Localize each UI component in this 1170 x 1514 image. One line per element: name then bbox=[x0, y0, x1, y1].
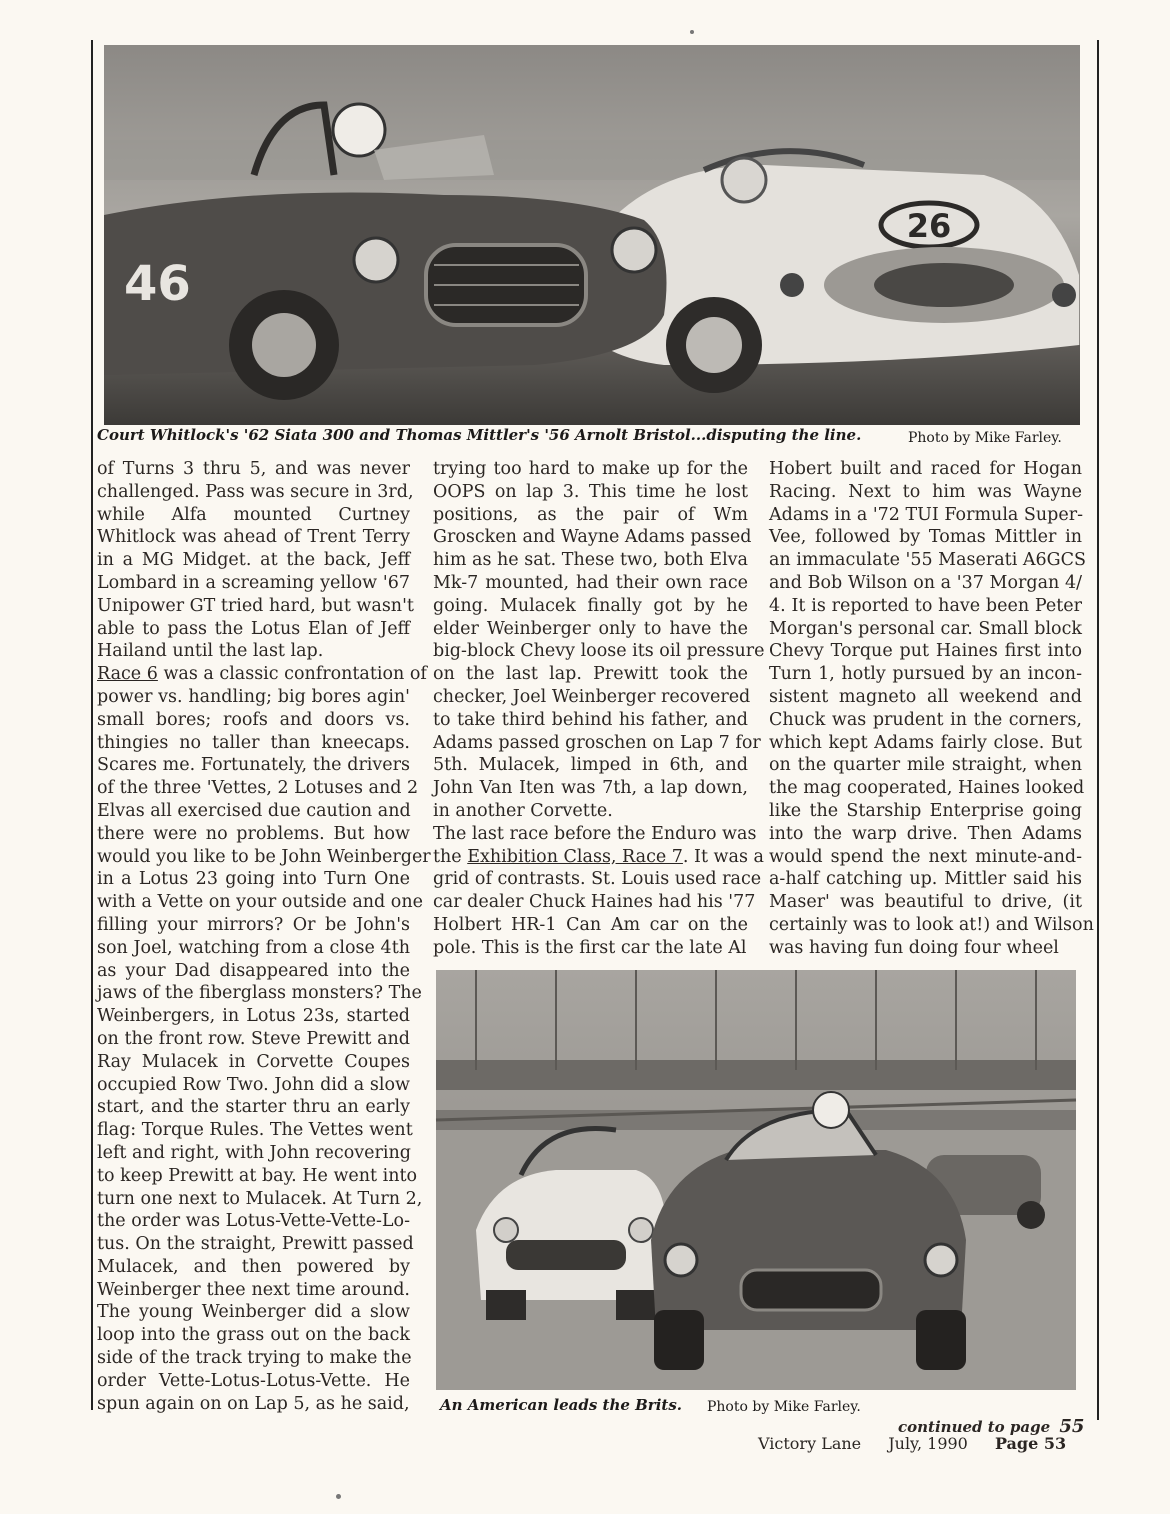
top-photo-caption bbox=[97, 426, 861, 444]
car-number-26: 26 bbox=[906, 207, 952, 245]
page-footer bbox=[758, 1434, 1066, 1453]
article-line: car dealer Chuck Haines had his '77 bbox=[433, 892, 756, 913]
issue-date: July, 1990 bbox=[888, 1434, 968, 1453]
print-speck bbox=[336, 1494, 341, 1499]
article-line: and Bob Wilson on a '37 Morgan 4/ bbox=[769, 572, 1082, 593]
article-line: small bores; roofs and doors vs. bbox=[97, 709, 410, 730]
article-line: side of the track trying to make the bbox=[97, 1348, 412, 1369]
article-column-2 bbox=[433, 458, 765, 960]
article-line: Adams in a '72 TUI Formula Super- bbox=[769, 504, 1084, 525]
article-line: tus. On the straight, Prewitt passed bbox=[97, 1234, 414, 1255]
bottom-caption-text: An American leads the Brits. bbox=[440, 1396, 682, 1414]
continued-text: continued to page bbox=[898, 1418, 1051, 1436]
article-line: Morgan's personal car. Small block bbox=[769, 618, 1082, 639]
article-line: Scares me. Fortunately, the drivers bbox=[97, 755, 410, 776]
article-line: 4. It is reported to have been Peter bbox=[769, 595, 1082, 616]
article-line: grid of contrasts. St. Louis used race bbox=[433, 869, 762, 890]
article-line: would spend the next minute-and- bbox=[769, 846, 1082, 867]
article-line: son Joel, watching from a close 4th bbox=[97, 937, 410, 958]
bottom-credit-text: Photo by Mike Farley. bbox=[707, 1399, 861, 1415]
article-line: while Alfa mounted Curtney bbox=[97, 504, 410, 525]
article-line: Vee, followed by Tomas Mittler in bbox=[769, 527, 1082, 548]
article-line: loop into the grass out on the back bbox=[97, 1325, 410, 1346]
article-line: start, and the starter thru an early bbox=[97, 1097, 410, 1118]
article-line: Weinberger thee next time around. bbox=[97, 1279, 410, 1300]
article-line: in a Lotus 23 going into Turn One bbox=[97, 869, 410, 890]
article-line: left and right, with John recovering bbox=[97, 1142, 411, 1163]
continued-page-number: 55 bbox=[1059, 1416, 1085, 1437]
article-line: Elvas all exercised due caution and bbox=[97, 800, 411, 821]
magazine-name: Victory Lane bbox=[758, 1434, 862, 1453]
article-line: an immaculate '55 Maserati A6GCS bbox=[769, 550, 1086, 571]
left-column-rule bbox=[91, 40, 93, 1410]
article-line: which kept Adams fairly close. But bbox=[769, 732, 1082, 753]
article-line: certainly was to look at!) and Wilson bbox=[769, 914, 1094, 935]
article-line: Lombard in a screaming yellow '67 bbox=[97, 572, 410, 593]
article-line: the mag cooperated, Haines looked bbox=[769, 778, 1085, 799]
top-credit-text: Photo by Mike Farley. bbox=[908, 430, 1062, 446]
article-line: Hobert built and raced for Hogan bbox=[769, 459, 1082, 479]
article-line: Whitlock was ahead of Trent Terry bbox=[97, 527, 410, 548]
car-number-46: 46 bbox=[124, 256, 191, 312]
bottom-photo-caption bbox=[440, 1396, 682, 1414]
article-line: of Turns 3 thru 5, and was never bbox=[97, 459, 410, 479]
article-line: the Exhibition Class, Race 7. It was a bbox=[433, 846, 764, 867]
article-line: Hailand until the last lap. bbox=[97, 641, 324, 662]
article-line: Chuck was prudent in the corners, bbox=[769, 709, 1082, 730]
article-line: Mulacek, and then powered by bbox=[97, 1256, 410, 1277]
article-column-3 bbox=[769, 458, 1094, 960]
article-line: him as he sat. These two, both Elva bbox=[433, 550, 748, 571]
article-line: able to pass the Lotus Elan of Jeff bbox=[97, 618, 410, 639]
top-photo-credit bbox=[908, 428, 1062, 446]
article-line: checker, Joel Weinberger recovered bbox=[433, 686, 751, 707]
article-line: the order was Lotus-Vette-Vette-Lo- bbox=[97, 1211, 410, 1232]
article-column-1 bbox=[97, 458, 431, 1415]
article-line: filling your mirrors? Or be John's bbox=[97, 914, 410, 935]
article-line: with a Vette on your outside and one bbox=[97, 892, 423, 913]
article-line: flag: Torque Rules. The Vettes went bbox=[97, 1120, 413, 1141]
article-line: on the last lap. Prewitt took the bbox=[433, 664, 748, 685]
page-number: Page 53 bbox=[994, 1434, 1067, 1453]
article-line: to take third behind his father, and bbox=[433, 709, 748, 730]
article-line: Ray Mulacek in Corvette Coupes bbox=[97, 1051, 410, 1072]
article-line: like the Starship Enterprise going bbox=[769, 800, 1082, 821]
article-line: a-half catching up. Mittler said his bbox=[769, 869, 1082, 890]
top-caption-text: Court Whitlock's '62 Siata 300 and Thomas Mittler's '56 Arnolt Bristol...disputing the line. bbox=[97, 426, 862, 444]
article-line: going. Mulacek finally got by he bbox=[433, 595, 748, 616]
bottom-photo-credit bbox=[707, 1397, 861, 1415]
article-line: John Van Iten was 7th, a lap down, bbox=[433, 778, 748, 799]
top-photo-race-cars bbox=[104, 45, 1080, 425]
article-line: jaws of the fiberglass monsters? The bbox=[97, 983, 422, 1004]
article-line: Holbert HR-1 Can Am car on the bbox=[433, 914, 748, 935]
right-column-rule bbox=[1097, 40, 1099, 1420]
article-line: as your Dad disappeared into the bbox=[97, 960, 410, 981]
article-line: Groscken and Wayne Adams passed bbox=[433, 527, 752, 548]
article-line: Adams passed groschen on Lap 7 for bbox=[433, 732, 761, 753]
article-line: turn one next to Mulacek. At Turn 2, bbox=[97, 1188, 423, 1209]
article-line: into the warp drive. Then Adams bbox=[769, 823, 1082, 844]
article-line: there were no problems. But how bbox=[97, 823, 410, 844]
article-line: of the three 'Vettes, 2 Lotuses and 2 bbox=[97, 778, 419, 799]
article-line: in a MG Midget. at the back, Jeff bbox=[97, 550, 410, 571]
article-line: power vs. handling; big bores agin' bbox=[97, 686, 410, 707]
article-line: positions, as the pair of Wm bbox=[433, 504, 748, 525]
article-line: would you like to be John Weinberger bbox=[97, 846, 431, 867]
article-line: Turn 1, hotly pursued by an incon- bbox=[769, 664, 1082, 685]
article-line: OOPS on lap 3. This time he lost bbox=[433, 481, 748, 502]
article-line: Maser' was beautiful to drive, (it bbox=[769, 892, 1082, 913]
article-line: The young Weinberger did a slow bbox=[97, 1302, 410, 1323]
article-line: challenged. Pass was secure in 3rd, bbox=[97, 481, 414, 502]
article-line: was having fun doing four wheel bbox=[769, 937, 1059, 958]
article-line: pole. This is the first car the late Al bbox=[433, 937, 747, 958]
article-line: to keep Prewitt at bay. He went into bbox=[97, 1165, 418, 1186]
article-line: trying too hard to make up for the bbox=[433, 459, 748, 479]
article-line: Chevy Torque put Haines first into bbox=[769, 641, 1082, 662]
article-line: spun again on on Lap 5, as he said, bbox=[97, 1393, 410, 1414]
article-line: Unipower GT tried hard, but wasn't bbox=[97, 595, 414, 616]
article-line: thingies no taller than kneecaps. bbox=[97, 732, 410, 753]
print-speck bbox=[690, 30, 694, 34]
article-line: Weinbergers, in Lotus 23s, started bbox=[97, 1006, 410, 1027]
article-line: Race 6 was a classic confrontation of bbox=[97, 664, 427, 685]
article-line: 5th. Mulacek, limped in 6th, and bbox=[433, 755, 748, 776]
article-line: elder Weinberger only to have the bbox=[433, 618, 748, 639]
article-line: in another Corvette. bbox=[433, 800, 613, 821]
article-line: occupied Row Two. John did a slow bbox=[97, 1074, 410, 1095]
article-line: sistent magneto all weekend and bbox=[769, 686, 1082, 707]
article-line: on the quarter mile straight, when bbox=[769, 755, 1082, 776]
article-line: on the front row. Steve Prewitt and bbox=[97, 1028, 410, 1049]
article-line: big-block Chevy loose its oil pressure bbox=[433, 641, 765, 662]
bottom-photo-race-cars bbox=[436, 970, 1076, 1390]
article-line: The last race before the Enduro was bbox=[433, 823, 757, 844]
article-line: Racing. Next to him was Wayne bbox=[769, 481, 1082, 502]
article-line: Mk-7 mounted, had their own race bbox=[433, 572, 748, 593]
article-line: order Vette-Lotus-Lotus-Vette. He bbox=[97, 1370, 410, 1391]
